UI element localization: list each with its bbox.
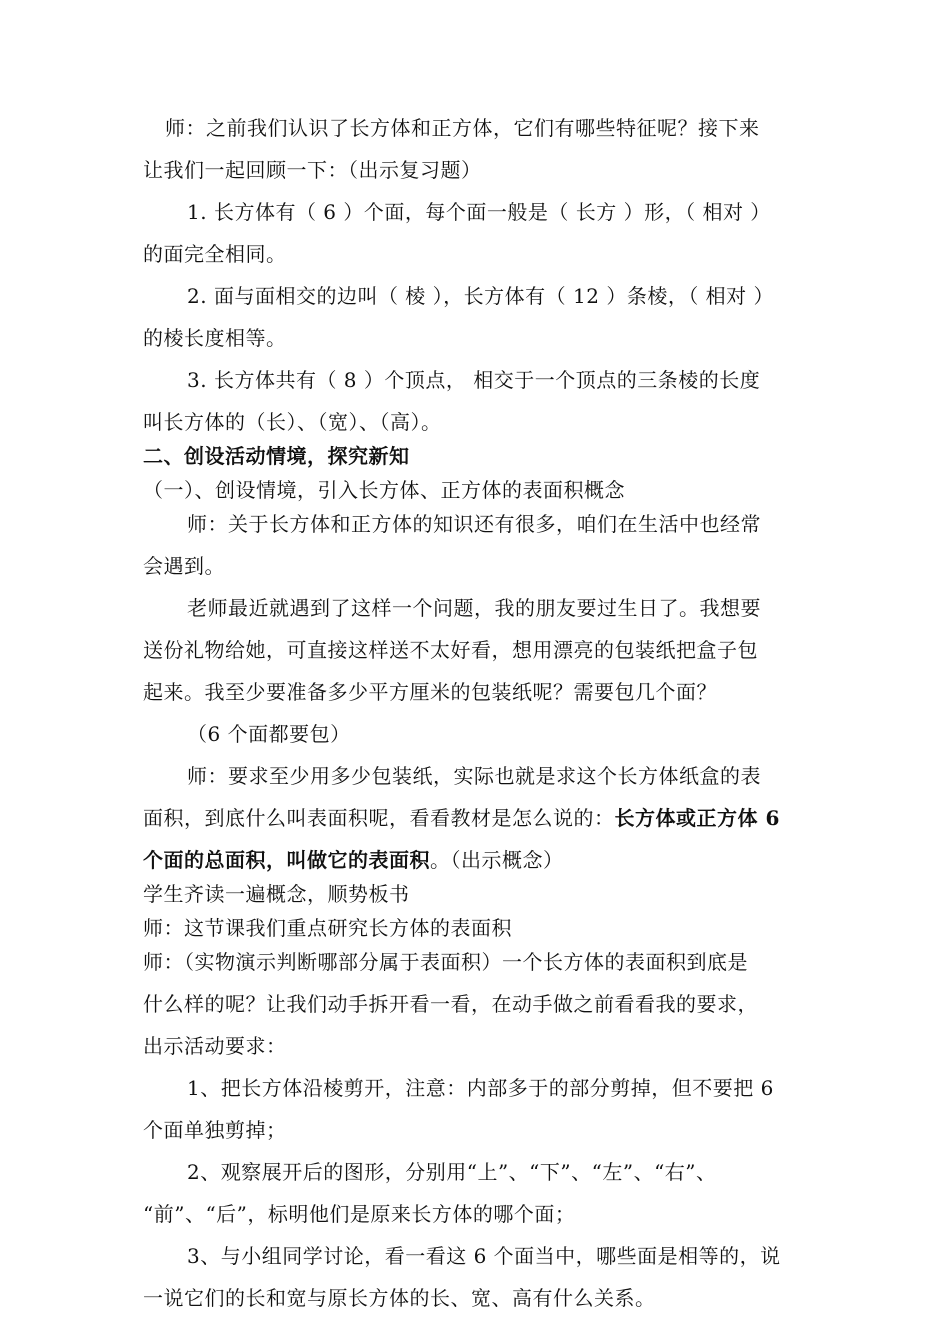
review-question-3-line-2: 叫长方体的（长）、（宽）、（高）。 xyxy=(143,410,442,434)
definition-line-2-text: 面积，到底什么叫表面积呢，看看教材是怎么说的： xyxy=(143,806,615,830)
section-heading-2: 二、创设活动情境，探究新知 xyxy=(143,444,410,468)
activity-intro-line-3: 出示活动要求： xyxy=(143,1034,287,1058)
definition-bold-start: 长方体或正方体 6 xyxy=(614,806,780,830)
paragraph-intro-line-2: 让我们一起回顾一下：（出示复习题） xyxy=(143,158,482,182)
story-line-2: 送份礼物给她，可直接这样送不太好看，想用漂亮的包装纸把盒子包 xyxy=(143,638,758,662)
review-question-1-line-1: 1. 长方体有（ 6 ）个面，每个面一般是（ 长方 ）形，（ 相对 ） xyxy=(187,200,771,224)
activity-intro-line-2: 什么样的呢？让我们动手拆开看一看，在动手做之前看看我的要求， xyxy=(143,992,758,1016)
activity-req-1-line-1: 1、把长方体沿棱剪开，注意：内部多于的部分剪掉，但不要把 6 xyxy=(187,1076,774,1100)
definition-line-1: 师：要求至少用多少包装纸，实际也就是求这个长方体纸盒的表 xyxy=(187,764,761,788)
teacher-text-line-1: 师：关于长方体和正方体的知识还有很多，咱们在生活中也经常 xyxy=(187,512,761,536)
review-question-2-line-1: 2. 面与面相交的边叫（ 棱 ），长方体有（ 12 ）条棱，（ 相对 ） xyxy=(187,284,775,308)
review-question-3-line-1: 3. 长方体共有（ 8 ）个顶点， 相交于一个顶点的三条棱的长度 xyxy=(187,368,761,392)
definition-line-2 xyxy=(143,808,811,828)
teacher-focus-line: 师：这节课我们重点研究长方体的表面积 xyxy=(143,916,512,940)
activity-req-2-line-1: 2、观察展开后的图形，分别用“上”、“下”、“左”、“右”、 xyxy=(187,1160,717,1184)
subsection-heading-1: （一）、创设情境，引入长方体、正方体的表面积概念 xyxy=(143,478,625,502)
definition-bold-end: 个面的总面积，叫做它的表面积 xyxy=(143,848,430,872)
activity-req-1-line-2: 个面单独剪掉； xyxy=(143,1118,287,1142)
activity-intro-line-1: 师：（实物演示判断哪部分属于表面积）一个长方体的表面积到底是 xyxy=(143,950,748,974)
story-line-3: 起来。我至少要准备多少平方厘米的包装纸呢？需要包几个面？ xyxy=(143,680,717,704)
activity-req-2-line-2: “前”、“后”，标明他们是原来长方体的哪个面； xyxy=(143,1202,576,1226)
story-answer: （6 个面都要包） xyxy=(187,722,351,746)
review-question-2-line-2: 的棱长度相等。 xyxy=(143,326,287,350)
activity-req-3-line-2: 一说它们的长和宽与原长方体的长、宽、高有什么关系。 xyxy=(143,1286,656,1310)
student-read-line: 学生齐读一遍概念，顺势板书 xyxy=(143,882,410,906)
activity-req-3-line-1: 3、与小组同学讨论，看一看这 6 个面当中，哪些面是相等的，说 xyxy=(187,1244,781,1268)
definition-line-3-text: 。（出示概念） xyxy=(430,848,564,872)
review-question-1-line-2: 的面完全相同。 xyxy=(143,242,287,266)
document-body xyxy=(143,118,811,1308)
story-line-1: 老师最近就遇到了这样一个问题，我的朋友要过生日了。我想要 xyxy=(187,596,761,620)
definition-line-3 xyxy=(143,850,811,870)
teacher-text-line-2: 会遇到。 xyxy=(143,554,225,578)
paragraph-intro-line-1: 师：之前我们认识了长方体和正方体，它们有哪些特征呢？接下来 xyxy=(165,116,760,140)
